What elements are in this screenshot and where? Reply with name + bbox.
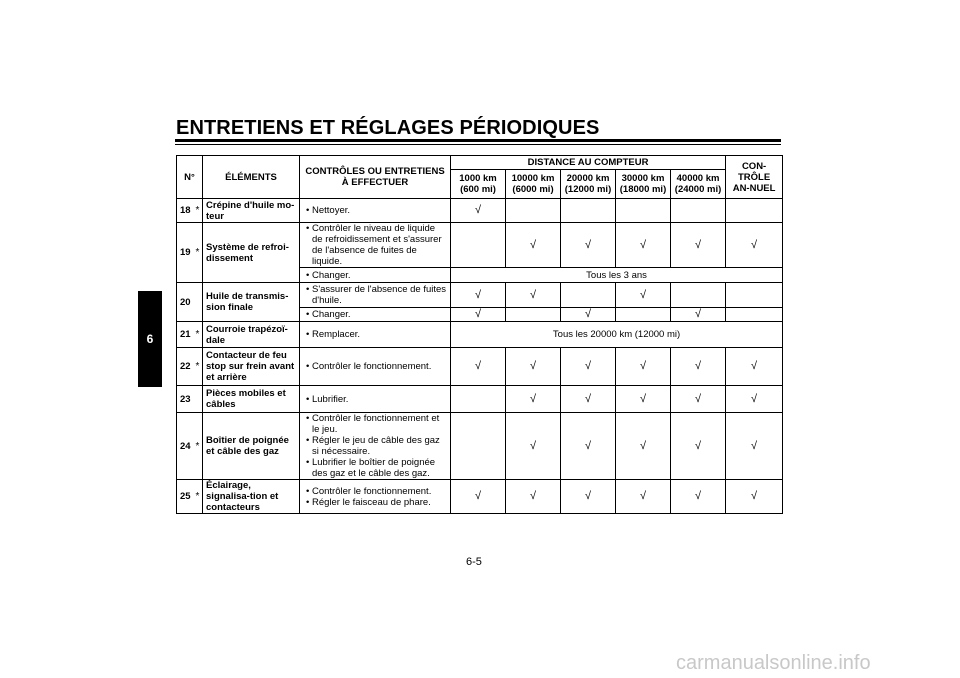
title-rule-thin bbox=[175, 144, 781, 145]
table-row: 22 * Contacteur de feu stop sur frein avant et arrière • Contrôler le fonctionnement. √ √ √ √ √ √ bbox=[177, 348, 783, 386]
table-row: 24 * Boîtier de poignée et câble des gaz • Contrôler le fonctionnement et le jeu. • Régler le jeu de câble des gaz si nécessaire. • Lubrifier le boîtier de poignée des gaz et le câble des gaz. √ √ √ √ √ bbox=[177, 413, 783, 480]
page-title: ENTRETIENS ET RÉGLAGES PÉRIODIQUES bbox=[176, 117, 600, 139]
star-marker: * bbox=[193, 480, 203, 514]
table-row: 23 Pièces mobiles et câbles • Lubrifier. √ √ √ √ √ bbox=[177, 386, 783, 413]
page-number: 6-5 bbox=[466, 556, 482, 568]
table-row: 20 Huile de transmis-sion finale • S'assurer de l'absence de fuites d'huile. √ √ √ bbox=[177, 283, 783, 308]
star-marker: * bbox=[193, 348, 203, 386]
header-checks: CONTRÔLES OU ENTRETIENS À EFFECTUER bbox=[300, 156, 451, 199]
header-distance-5: 40000 km (24000 mi) bbox=[671, 170, 726, 199]
star-marker: * bbox=[193, 413, 203, 480]
star-marker: * bbox=[193, 322, 203, 348]
table-row: 21 * Courroie trapézoï-dale • Remplacer. Tous les 20000 km (12000 mi) bbox=[177, 322, 783, 348]
header-distance-2: 10000 km (6000 mi) bbox=[506, 170, 561, 199]
header-no: N° bbox=[177, 156, 203, 199]
header-distance-1: 1000 km (600 mi) bbox=[451, 170, 506, 199]
table-row: 25 * Éclairage, signalisa-tion et contacteurs • Contrôler le fonctionnement. • Régler le faisceau de phare. √ √ √ √ √ √ bbox=[177, 480, 783, 514]
table-row: 19 * Système de refroi-dissement • Contrôler le niveau de liquide de refroidissement et s'assurer de l'absence de fuites de liquide. √ √ √ √ √ bbox=[177, 223, 783, 268]
header-distance: DISTANCE AU COMPTEUR bbox=[451, 156, 726, 170]
star-marker: * bbox=[193, 199, 203, 223]
star-marker: * bbox=[193, 223, 203, 283]
chapter-number: 6 bbox=[146, 332, 154, 346]
header-distance-3: 20000 km (12000 mi) bbox=[561, 170, 616, 199]
chapter-tab bbox=[138, 291, 162, 387]
header-distance-4: 30000 km (18000 mi) bbox=[616, 170, 671, 199]
table-row: • Changer. √ √ √ bbox=[177, 308, 783, 322]
watermark: carmanualsonline.info bbox=[676, 652, 871, 674]
table-row: • Changer. Tous les 3 ans bbox=[177, 268, 783, 283]
title-rule bbox=[175, 139, 781, 142]
header-annual: CON-TRÔLE AN-NUEL bbox=[726, 156, 783, 199]
maintenance-table bbox=[176, 155, 783, 514]
header-elements: ÉLÉMENTS bbox=[203, 156, 300, 199]
table-row: 18 * Crépine d'huile mo-teur • Nettoyer. √ bbox=[177, 199, 783, 223]
